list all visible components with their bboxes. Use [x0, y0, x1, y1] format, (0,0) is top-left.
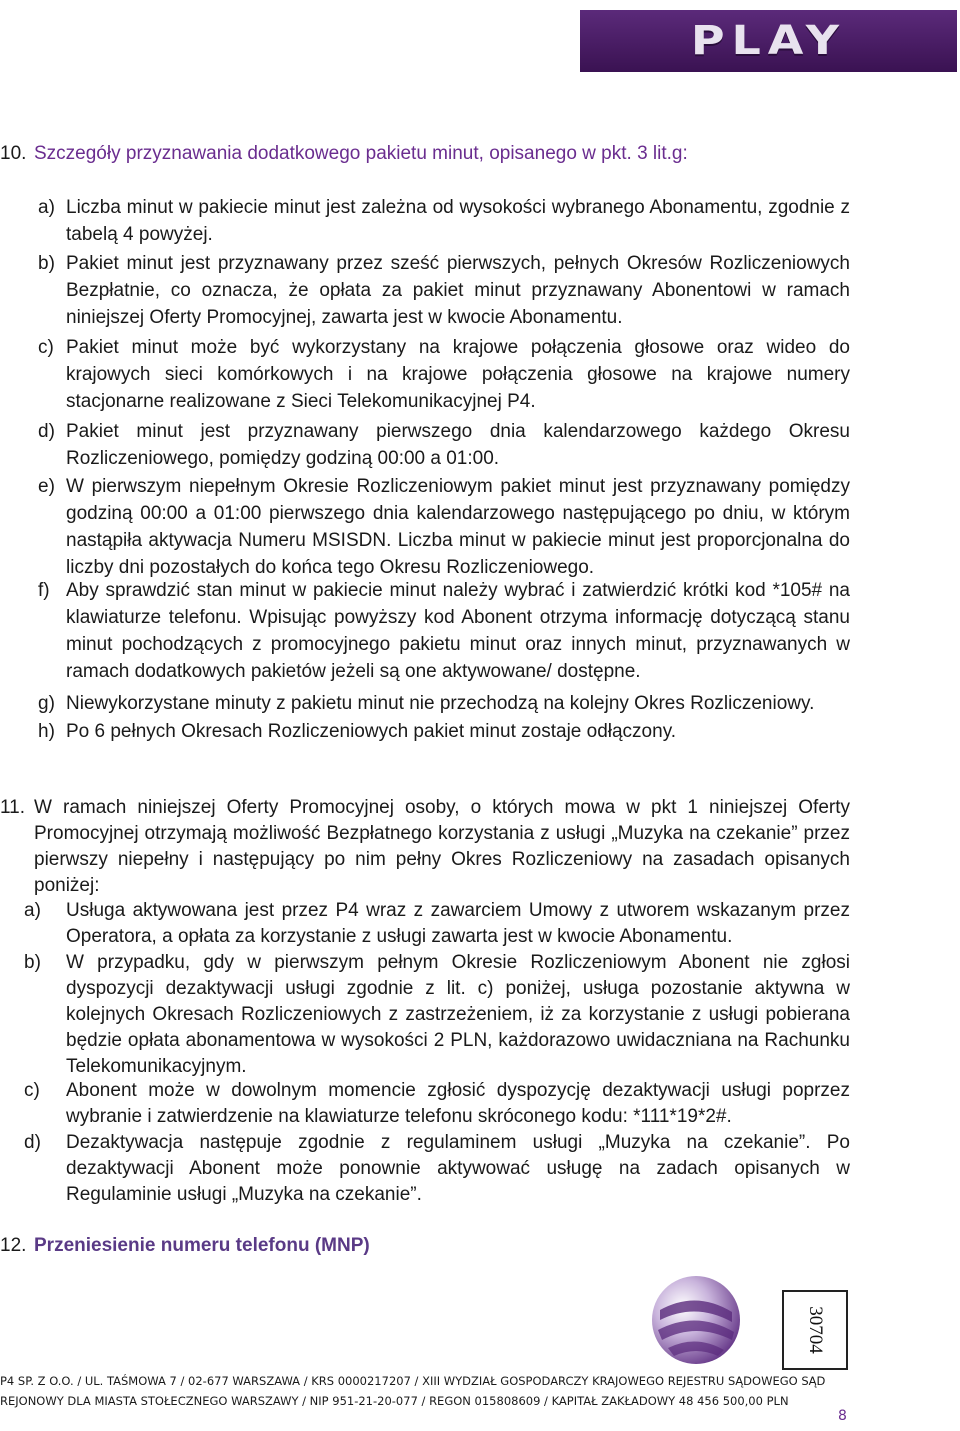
item-text: Po 6 pełnych Okresach Rozliczeniowych pakiet minut zostaje odłączony.	[66, 721, 677, 742]
section-number: 11.	[0, 797, 26, 818]
list-item	[38, 194, 850, 248]
item-text: Pakiet minut jest przyznawany pierwszego dnia kalendarzowego każdego Okresu Rozliczeniowego, pomiędzy godziną 00:00 a 01:00.	[66, 421, 850, 469]
item-text: Pakiet minut jest przyznawany przez sześć pierwszych, pełnych Okresów Rozliczeniowych Bezpłatnie, co oznacza, że opłata za pakiet minut przyznawany Abonentowi w ramach niniejszej Oferty Promocyjnej, zawarta jest w kwocie Abonamentu.	[66, 253, 850, 328]
list-item	[38, 718, 850, 745]
item-label: g)	[38, 693, 55, 714]
section-10-heading	[0, 141, 850, 167]
section-number: 10.	[0, 143, 27, 164]
item-label: a)	[24, 900, 41, 921]
list-item	[38, 577, 850, 685]
item-text: W przypadku, gdy w pierwszym pełnym Okresie Rozliczeniowym Abonent nie zgłosi dyspozycji dezaktywacji usługi zgodnie z lit. c) poniżej, usługa pozostanie aktywna w kolejnych Okresach Rozliczeniowych z zastrzeżeniem, iż za korzystanie z usługi pobierana będzie opłata abonamentowa w wysokości 2 PLN, każdorazowo uwidaczniana na Rachunku Telekomunikacyjnym.	[66, 952, 850, 1077]
section-title: Przeniesienie numeru telefonu (MNP)	[34, 1235, 370, 1256]
footer-line-1: P4 SP. Z O.O. / UL. TAŚMOWA 7 / 02-677 WARSZAWA / KRS 0000217207 / XIII WYDZIAŁ GOSPODARCZY KRAJOWEGO REJESTRU SĄDOWEGO SĄD	[0, 1374, 826, 1388]
list-item	[38, 690, 850, 717]
item-label: d)	[24, 1132, 41, 1153]
list-item	[38, 473, 850, 581]
item-text: Dezaktywacja następuje zgodnie z regulaminem usługi „Muzyka na czekanie”. Po dezaktywacji Abonent może ponownie aktywować usługę na zadach opisanych w Regulaminie usługi „Muzyka na czekanie”.	[66, 1132, 850, 1205]
section-title: Szczegóły przyznawania dodatkowego pakietu minut, opisanego w pkt. 3 lit.g:	[34, 143, 688, 164]
item-label: b)	[38, 253, 55, 274]
section-number: 12.	[0, 1235, 27, 1256]
item-text: Usługa aktywowana jest przez P4 wraz z zawarciem Umowy z utworem wskazanym przez Operatora, a opłata za korzystanie z usługi zawarta jest w kwocie Abonamentu.	[66, 900, 850, 947]
item-label: c)	[24, 1080, 40, 1101]
item-label: b)	[24, 952, 41, 973]
item-text: Abonent może w dowolnym momencie zgłosić dyspozycję dezaktywacji usługi poprzez wybranie i zatwierdzenie na klawiaturze telefonu skróconego kodu: *111*19*2#.	[66, 1080, 850, 1127]
item-label: e)	[38, 476, 55, 497]
company-footer	[0, 1371, 960, 1411]
stamp-number: 30704	[805, 1306, 826, 1354]
item-text: Aby sprawdzić stan minut w pakiecie minut należy wybrać i zatwierdzić krótki kod *105# na klawiaturze telefonu. Wpisując powyższy kod Abonent otrzyma informację dotyczącą stanu minut pochodzących z promocyjnego pakietu minut oraz innych minut, przyznawanych w ramach dodatkowych pakietów jeżeli są one aktywowane/ dostępne.	[66, 580, 850, 682]
item-text: Pakiet minut może być wykorzystany na krajowe połączenia głosowe oraz wideo do krajowych sieci komórkowych i na krajowe połączenia głosowe na krajowe numery stacjonarne realizowane z Sieci Telekomunikacyjnej P4.	[66, 337, 850, 412]
list-item	[24, 1130, 850, 1208]
item-label: f)	[38, 580, 50, 601]
page-number: 8	[838, 1408, 847, 1424]
document-stamp	[782, 1290, 848, 1370]
item-text: W pierwszym niepełnym Okresie Rozliczeniowym pakiet minut jest przyznawany pomiędzy godziną 00:00 a 01:00 pierwszego dnia kalendarzowego następującego po dniu, w którym nastąpiła aktywacja Numeru MSISDN. Liczba minut w pakiecie minut jest proporcjonalna do liczby dni pozostałych do końca tego Okresu Rozliczeniowego.	[66, 476, 850, 578]
list-item	[24, 898, 850, 950]
section-11-intro	[0, 795, 850, 899]
item-label: d)	[38, 421, 55, 442]
list-item	[38, 334, 850, 415]
item-label: a)	[38, 197, 55, 218]
item-text: Liczba minut w pakiecie minut jest zależna od wysokości wybranego Abonamentu, zgodnie z tabelą 4 powyżej.	[66, 197, 850, 245]
section-intro-text: W ramach niniejszej Oferty Promocyjnej osoby, o których mowa w pkt 1 niniejszej Oferty Promocyjnej otrzymają możliwość Bezpłatnego korzystania z usługi „Muzyka na czekanie” przez pierwszy niepełny i następujący po nim pełny Okres Rozliczeniowy na zasadach opisanych poniżej:	[34, 797, 850, 896]
section-12-heading	[0, 1233, 850, 1259]
item-text: Niewykorzystane minuty z pakietu minut nie przechodzą na kolejny Okres Rozliczeniowy.	[66, 693, 815, 714]
list-item	[24, 1078, 850, 1130]
logo-text: PLAY	[690, 18, 847, 64]
play-orb-logo-icon	[646, 1270, 746, 1370]
footer-line-2: REJONOWY DLA MIASTA STOŁECZNEGO WARSZAWY / NIP 951-21-20-077 / REGON 015808609 / KAPITAŁ ZAKŁADOWY 48 456 500,00 PLN	[0, 1394, 789, 1408]
play-logo	[580, 10, 957, 72]
item-label: c)	[38, 337, 54, 358]
list-item	[38, 418, 850, 472]
list-item	[38, 250, 850, 331]
list-item	[24, 950, 850, 1080]
item-label: h)	[38, 721, 55, 742]
